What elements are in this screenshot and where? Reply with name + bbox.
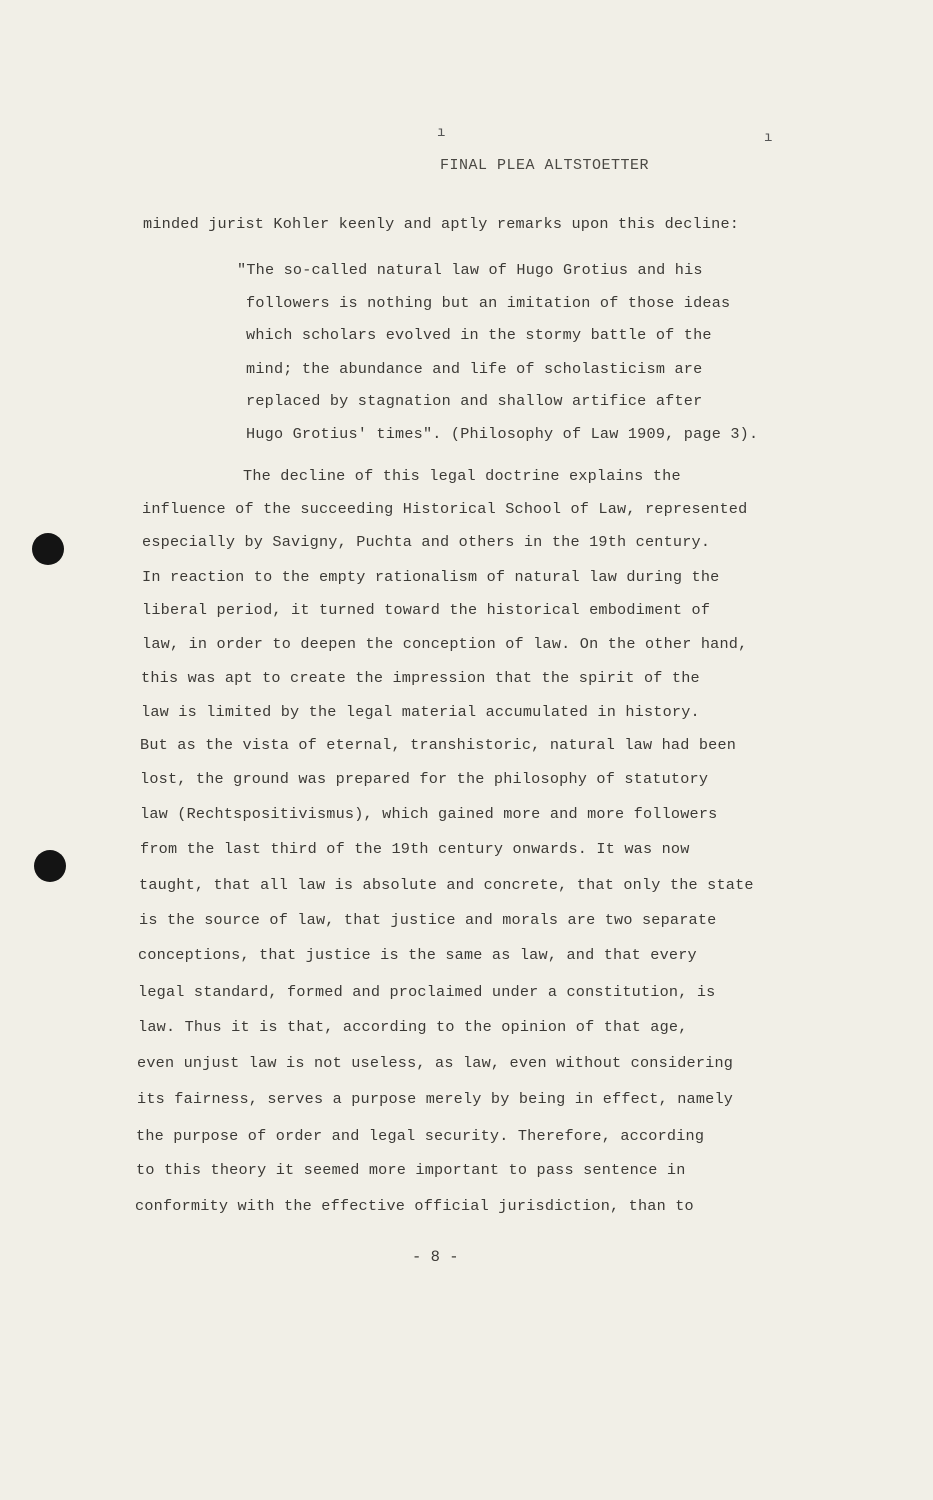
quote-line: mind; the abundance and life of scholasticism are	[246, 360, 703, 378]
page-header: FINAL PLEA ALTSTOETTER	[440, 157, 650, 174]
body-line: liberal period, it turned toward the historical embodiment of	[142, 601, 711, 619]
body-line: its fairness, serves a purpose merely by being in effect, namely	[137, 1090, 734, 1108]
body-line: lost, the ground was prepared for the philosophy of statutory	[140, 770, 709, 788]
body-line: the purpose of order and legal security. Therefore, according	[136, 1127, 705, 1145]
body-line: taught, that all law is absolute and concrete, that only the state	[139, 876, 754, 894]
body-line: law (Rechtspositivismus), which gained more and more followers	[140, 805, 718, 823]
body-line: even unjust law is not useless, as law, even without considering	[137, 1054, 734, 1072]
body-line: legal standard, formed and proclaimed under a constitution, is	[138, 983, 716, 1001]
body-line: this was apt to create the impression that the spirit of the	[141, 669, 700, 687]
body-line: especially by Savigny, Puchta and others in the 19th century.	[142, 533, 711, 551]
body-line: to this theory it seemed more important to pass sentence in	[136, 1161, 686, 1179]
quote-line: which scholars evolved in the stormy battle of the	[246, 326, 712, 344]
stray-mark: ı	[764, 130, 773, 146]
stray-mark: ı	[437, 125, 446, 141]
intro-line: minded jurist Kohler keenly and aptly remarks upon this decline:	[143, 215, 740, 233]
page-number: - 8 -	[412, 1248, 459, 1266]
punch-hole	[34, 850, 66, 882]
punch-hole	[32, 533, 64, 565]
body-line: conceptions, that justice is the same as law, and that every	[138, 946, 697, 964]
body-line: law, in order to deepen the conception of law. On the other hand,	[142, 635, 748, 653]
body-line: In reaction to the empty rationalism of natural law during the	[142, 568, 720, 586]
quote-line: Hugo Grotius' times". (Philosophy of Law 1909, page 3).	[246, 425, 759, 443]
quote-line: replaced by stagnation and shallow artifice after	[246, 392, 703, 410]
body-line: from the last third of the 19th century onwards. It was now	[140, 840, 690, 858]
body-line: conformity with the effective official jurisdiction, than to	[135, 1197, 694, 1215]
body-line: law. Thus it is that, according to the opinion of that age,	[138, 1018, 688, 1036]
body-line: law is limited by the legal material accumulated in history.	[141, 703, 700, 721]
quote-line: "The so-called natural law of Hugo Grotius and his	[237, 261, 703, 279]
quote-line: followers is nothing but an imitation of those ideas	[246, 294, 731, 312]
body-line: influence of the succeeding Historical School of Law, represented	[142, 500, 748, 518]
body-line: But as the vista of eternal, transhistoric, natural law had been	[140, 736, 737, 754]
body-line: is the source of law, that justice and morals are two separate	[139, 911, 717, 929]
body-line: The decline of this legal doctrine explains the	[243, 467, 681, 485]
